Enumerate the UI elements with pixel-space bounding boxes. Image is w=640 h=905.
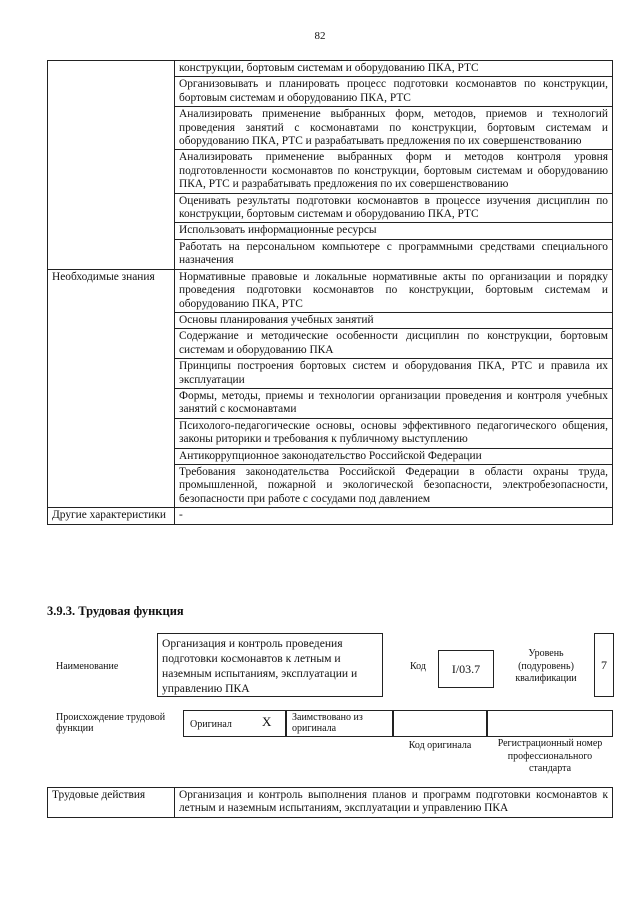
original-code-caption: Код оригинала: [408, 740, 472, 751]
function-name-value: Организация и контроль проведения подготовки космонавтов к летным и наземным испытаниям, эксплуатации и управлению ПКА: [157, 633, 383, 697]
knowledge-item: Принципы построения бортовых систем и оборудования ПКА, РТС и правила их эксплуатации: [175, 359, 613, 389]
other-label: Другие характеристики: [48, 508, 175, 524]
qualification-level-value: 7: [594, 633, 614, 697]
knowledge-item: Формы, методы, приемы и технологии организации проведения и контроля учебных занятий с космонавтами: [175, 388, 613, 418]
function-code-value: I/03.7: [438, 650, 494, 688]
function-name-label: Наименование: [56, 661, 119, 672]
table-row: [48, 508, 613, 524]
borrowed-label: Заимствовано из оригинала: [286, 710, 393, 737]
skill-item: конструкции, бортовым системам и оборудованию ПКА, РТС: [175, 61, 613, 77]
table-row: [48, 61, 613, 77]
registration-number-caption: Регистрационный номер профессионального стандарта: [497, 738, 603, 774]
knowledge-item: Нормативные правовые и локальные нормативные акты по организации и порядку проведения подготовки космонавтов по конструкции, бортовым системам и оборудованию ПКА, РТС: [175, 269, 613, 312]
labor-actions-label: Трудовые действия: [48, 788, 175, 818]
registration-number-cell: [487, 710, 613, 737]
section-title: 3.9.3. Трудовая функция: [47, 604, 184, 618]
skill-item: Оценивать результаты подготовки космонавтов в процессе изучения дисциплин по конструкции, бортовым системам и оборудованию ПКА, РТС: [175, 193, 613, 223]
function-code-label: Код: [410, 661, 426, 672]
origin-label: Происхождение трудовой функции: [56, 712, 166, 734]
other-value: -: [175, 508, 613, 524]
labor-actions-table: [47, 787, 613, 818]
qualification-level-label: Уровень (подуровень) квалификации: [515, 648, 577, 684]
knowledge-item: Требования законодательства Российской Федерации в области охраны труда, промышленной, пожарной и экологической безопасности, электробезопасности, безопасности при работе с сосудами под давлением: [175, 464, 613, 507]
skill-item: Использовать информационные ресурсы: [175, 223, 613, 239]
skill-item: Анализировать применение выбранных форм, методов, приемов и технологий проведения занятий с космонавтами по конструкции, бортовым системам и оборудованию ПКА, РТС и разрабатывать предложения по их совершенствованию: [175, 107, 613, 150]
labor-actions-value: Организация и контроль выполнения планов и программ подготовки космонавтов к летным и наземным испытаниям, эксплуатации и управлению ПКА: [175, 788, 613, 818]
original-label: Оригинал: [190, 719, 232, 730]
skill-item: Организовывать и планировать процесс подготовки космонавтов по конструкции, бортовым системам и оборудованию ПКА, РТС: [175, 77, 613, 107]
skill-item: Работать на персональном компьютере с программными средствами специального назначения: [175, 239, 613, 269]
page-number: 82: [314, 30, 326, 42]
knowledge-item: Психолого-педагогические основы, основы эффективного педагогического общения, законы риторики и требования к публичному выступлению: [175, 418, 613, 448]
original-code-cell: [393, 710, 487, 737]
knowledge-item: Содержание и методические особенности дисциплин по конструкции, бортовым системам и оборудованию ПКА: [175, 329, 613, 359]
table-row: [48, 269, 613, 312]
requirements-table: [47, 60, 613, 525]
table-row: [48, 788, 613, 818]
knowledge-item: Антикоррупционное законодательство Российской Федерации: [175, 448, 613, 464]
knowledge-item: Основы планирования учебных занятий: [175, 312, 613, 328]
original-mark: X: [262, 714, 272, 729]
knowledge-label: Необходимые знания: [48, 269, 175, 508]
skill-item: Анализировать применение выбранных форм и методов контроля уровня подготовленности космонавтов по конструкции, бортовым системам и оборудованию ПКА, РТС и разрабатывать предложения по их совершенствованию: [175, 150, 613, 193]
skills-label-cell: [48, 61, 175, 270]
